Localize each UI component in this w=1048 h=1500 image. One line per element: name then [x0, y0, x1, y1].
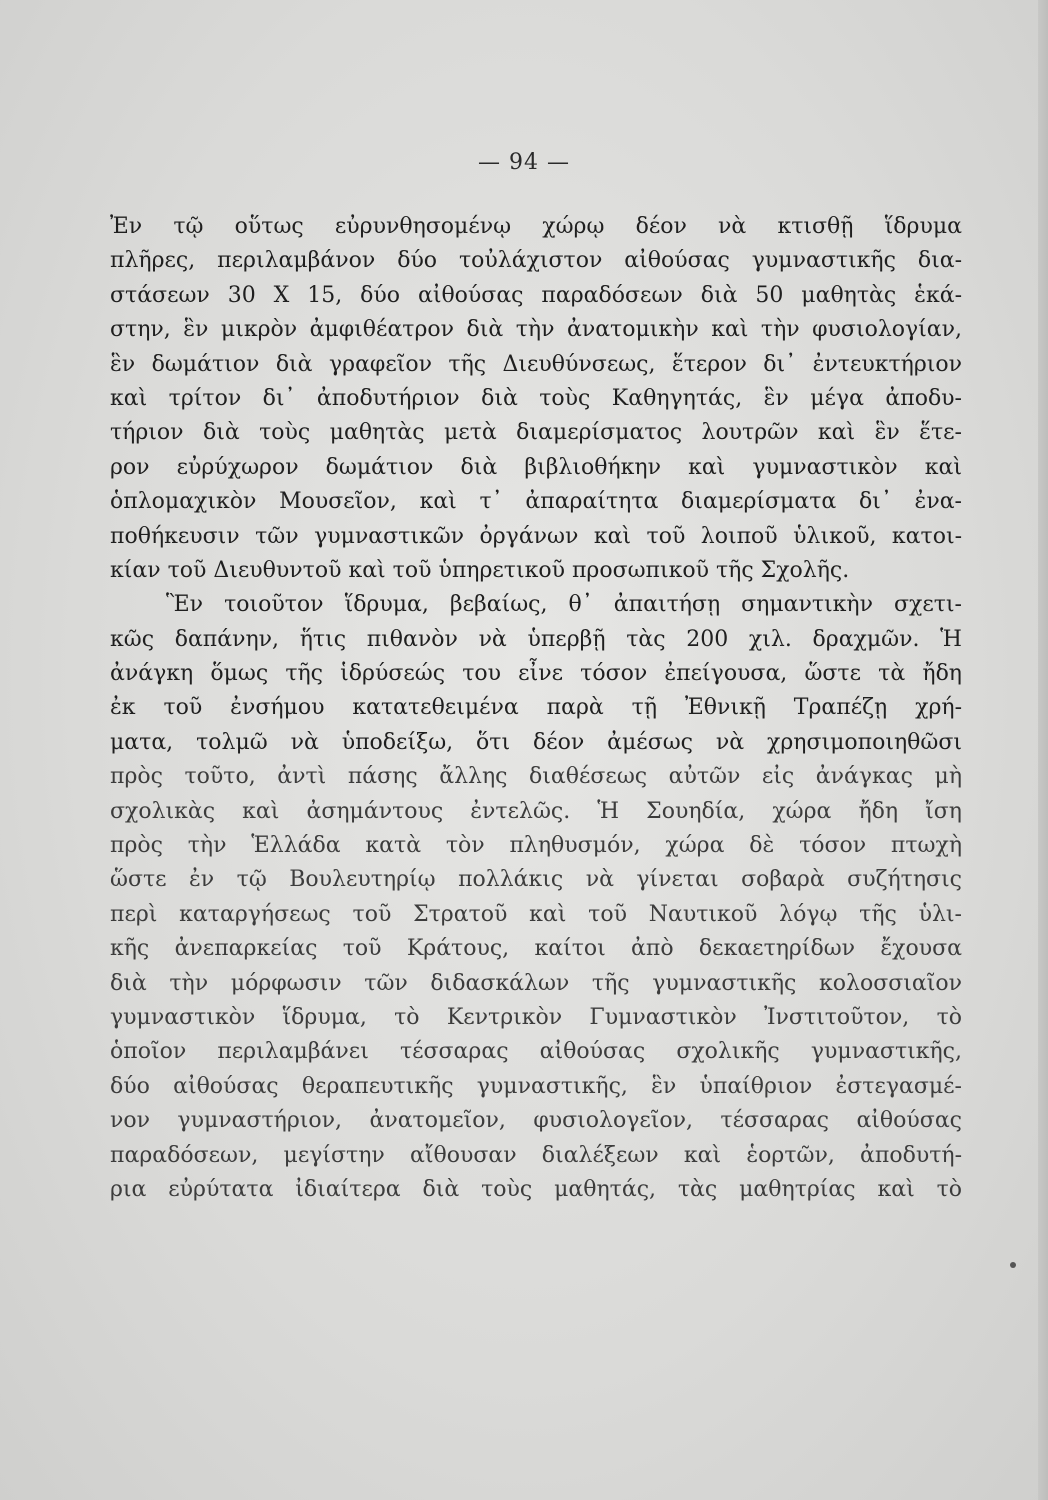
text-line: πλῆρες, περιλαμβάνον δύο τοὐλάχιστον αἰθούσας γυμναστικῆς δια- — [110, 248, 962, 274]
text-line: ἀνάγκη ὅμως τῆς ἱδρύσεώς του εἶνε τόσον ἐπείγουσα, ὥστε τὰ ἤδη — [110, 661, 962, 687]
text-line: κῶς δαπάνην, ἥτις πιθανὸν νὰ ὑπερβῇ τὰς 200 χιλ. δραχμῶν. Ἡ — [110, 626, 962, 652]
text-line: ἐκ τοῦ ἐνσήμου κατατεθειμένα παρὰ τῇ Ἐθνικῇ Τραπέζῃ χρή- — [110, 695, 962, 721]
text-line: τήριον διὰ τοὺς μαθητὰς μετὰ διαμερίσματος λουτρῶν καὶ ἓν ἕτε- — [110, 420, 962, 446]
text-line: νον γυμναστήριον, ἀνατομεῖον, φυσιολογεῖον, τέσσαρας αἰθούσας — [110, 1108, 962, 1134]
text-line: στην, ἓν μικρὸν ἀμφιθέατρον διὰ τὴν ἀνατομικὴν καὶ τὴν φυσιολογίαν, — [110, 317, 962, 343]
text-line: στάσεων 30 X 15, δύο αἰθούσας παραδόσεων διὰ 50 μαθητὰς ἑκά- — [110, 282, 962, 308]
text-line: κῆς ἀνεπαρκείας τοῦ Κράτους, καίτοι ἀπὸ δεκαετηρίδων ἔχουσα — [110, 936, 962, 962]
ink-dot — [1010, 1262, 1016, 1268]
text-line: Ἐν τῷ οὕτως εὐρυνθησομένῳ χώρῳ δέον νὰ κτισθῇ ἵδρυμα — [110, 214, 962, 239]
text-line: πρὸς τοῦτο, ἀντὶ πάσης ἄλλης διαθέσεως αὐτῶν εἰς ἀνάγκας μὴ — [110, 764, 962, 790]
text-line: ρια εὐρύτατα ἰδιαίτερα διὰ τοὺς μαθητάς, τὰς μαθητρίας καὶ τὸ — [110, 1176, 962, 1202]
text-line: σχολικὰς καὶ ἀσημάντους ἐντελῶς. Ἡ Σουηδία, χώρα ἤδη ἴση — [110, 798, 962, 824]
text-line: ματα, τολμῶ νὰ ὑποδείξω, ὅτι δέον ἀμέσως νὰ χρησιμοποιηθῶσι — [110, 729, 962, 755]
text-line: ρον εὐρύχωρον δωμάτιον διὰ βιβλιοθήκην καὶ γυμναστικὸν καὶ — [110, 454, 962, 480]
text-line: ὁπλομαχικὸν Μουσεῖον, καὶ τ᾽ ἀπαραίτητα διαμερίσματα δι᾽ ἐνα- — [110, 489, 962, 515]
text-line: πρὸς τὴν Ἑλλάδα κατὰ τὸν πληθυσμόν, χώρα δὲ τόσον πτωχὴ — [110, 833, 962, 859]
page-edge — [1038, 0, 1048, 1500]
text-line: γυμναστικὸν ἵδρυμα, τὸ Κεντρικὸν Γυμναστικὸν Ἰνστιτοῦτον, τὸ — [110, 1004, 962, 1030]
page-number: — 94 — — [478, 150, 570, 175]
text-line: ὁποῖον περιλαμβάνει τέσσαρας αἰθούσας σχολικῆς γυμναστικῆς, — [110, 1039, 962, 1065]
body-text — [110, 210, 962, 1207]
text-line: παραδόσεων, μεγίστην αἴθουσαν διαλέξεων καὶ ἑορτῶν, ἀποδυτή- — [110, 1142, 962, 1168]
text-line: περὶ καταργήσεως τοῦ Στρατοῦ καὶ τοῦ Ναυτικοῦ λόγῳ τῆς ὑλι- — [110, 901, 962, 927]
text-line: καὶ τρίτον δι᾽ ἀποδυτήριον διὰ τοὺς Καθηγητάς, ἓν μέγα ἀποδυ- — [110, 385, 962, 411]
text-line: Ἓν τοιοῦτον ἵδρυμα, βεβαίως, θ᾽ ἀπαιτήσῃ σημαντικὴν σχετι- — [166, 592, 962, 618]
text-line: κίαν τοῦ Διευθυντοῦ καὶ τοῦ ὑπηρετικοῦ προσωπικοῦ τῆς Σχολῆς. — [110, 557, 850, 583]
text-line: ὥστε ἐν τῷ Βουλευτηρίῳ πολλάκις νὰ γίνεται σοβαρὰ συζήτησις — [110, 867, 962, 893]
text-line: δύο αἰθούσας θεραπευτικῆς γυμναστικῆς, ἓν ὑπαίθριον ἐστεγασμέ- — [110, 1073, 962, 1099]
text-line: διὰ τὴν μόρφωσιν τῶν διδασκάλων τῆς γυμναστικῆς κολοσσιαῖον — [110, 970, 962, 996]
text-line: ἓν δωμάτιον διὰ γραφεῖον τῆς Διευθύνσεως, ἕτερον δι᾽ ἐντευκτήριον — [110, 351, 962, 377]
text-line: ποθήκευσιν τῶν γυμναστικῶν ὀργάνων καὶ τοῦ λοιποῦ ὑλικοῦ, κατοι- — [110, 523, 962, 549]
